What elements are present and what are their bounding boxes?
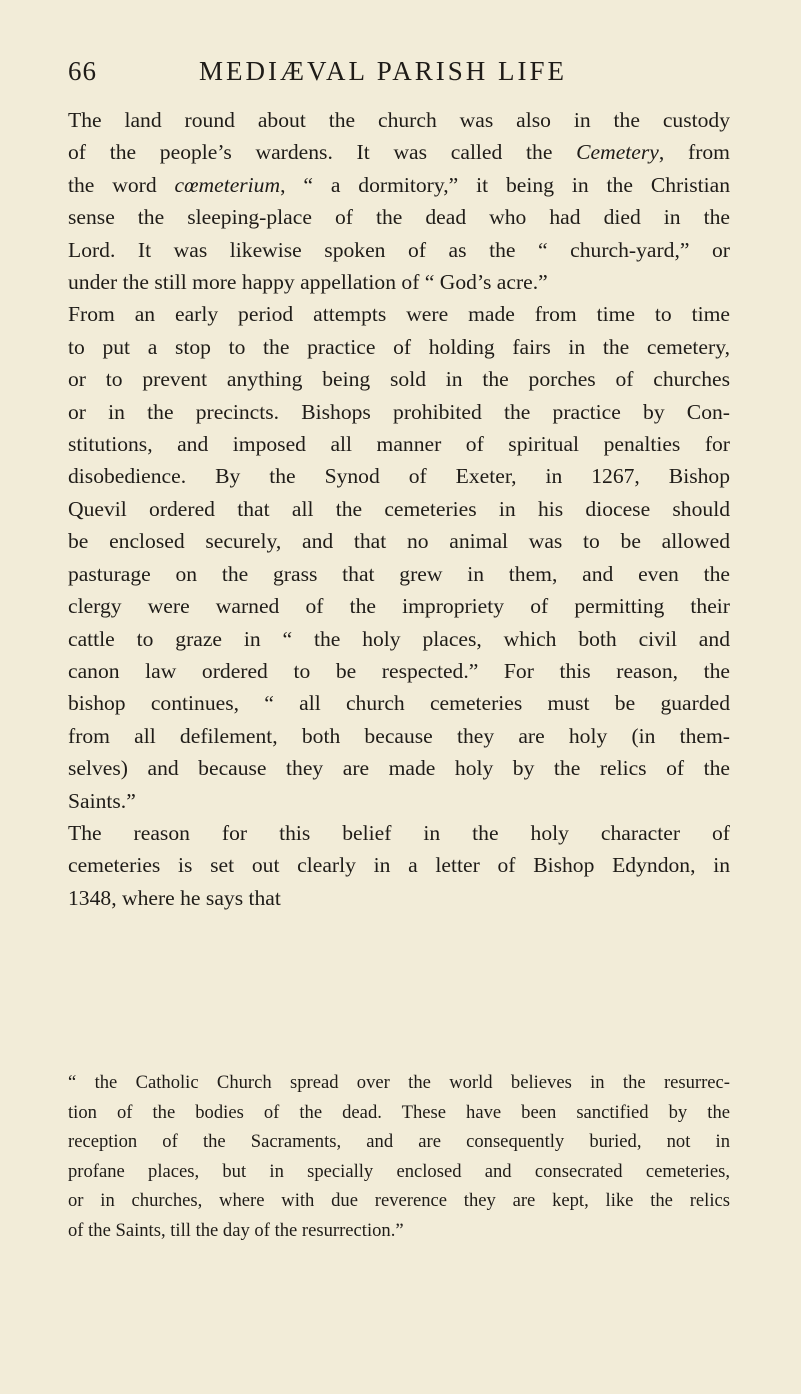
text-line: clergy were warned of the impropriety of permitting their — [68, 594, 730, 619]
text-line: from all defilement, both because they are holy (in them- — [68, 723, 730, 748]
text-line: 1348, where he says that — [68, 885, 281, 910]
quote-line: of the Saints, till the day of the resurrection.” — [68, 1219, 404, 1241]
quote-line: reception of the Sacraments, and are consequently buried, not in — [68, 1131, 730, 1153]
quote-line: tion of the bodies of the dead. These have been sanctified by the — [68, 1101, 730, 1123]
block-quote — [68, 1068, 730, 1246]
text-line: the word cœmeterium, “ a dormitory,” it being in the Christian — [68, 172, 730, 197]
text-line: or in the precincts. Bishops prohibited the practice by Con- — [68, 399, 730, 424]
text-line: Quevil ordered that all the cemeteries in his diocese should — [68, 496, 730, 521]
text-line: under the still more happy appellation of “ God’s acre.” — [68, 270, 548, 295]
text-line: cattle to graze in “ the holy places, which both civil and — [68, 626, 730, 651]
page-header — [68, 56, 728, 96]
text-line: pasturage on the grass that grew in them, and even the — [68, 561, 730, 586]
quote-line: or in churches, where with due reverence they are kept, like the relics — [68, 1190, 730, 1212]
text-line: be enclosed securely, and that no animal was to be allowed — [68, 529, 730, 554]
paragraph-2 — [68, 817, 730, 914]
text-line: or to prevent anything being sold in the porches of churches — [68, 367, 730, 392]
text-line: bishop continues, “ all church cemeteries must be guarded — [68, 691, 730, 716]
text-line: to put a stop to the practice of holding fairs in the cemetery, — [68, 334, 730, 359]
text-line: The land round about the church was also in the custody — [68, 108, 730, 132]
text-line: Lord. It was likewise spoken of as the “ church-yard,” or — [68, 237, 730, 262]
text-line: From an early period attempts were made from time to time — [68, 302, 730, 327]
text-line: selves) and because they are made holy by the relics of the — [68, 756, 730, 781]
running-head: MEDIÆVAL PARISH LIFE — [199, 56, 568, 86]
main-text — [68, 104, 730, 914]
quote-line: profane places, but in specially enclosed and consecrated cemeteries, — [68, 1160, 730, 1182]
text-line: of the people’s wardens. It was called the Cemetery, from — [68, 140, 730, 165]
text-line: cemeteries is set out clearly in a letter of Bishop Edyndon, in — [68, 853, 730, 878]
text-line: sense the sleeping-place of the dead who had died in the — [68, 205, 730, 230]
text-line: disobedience. By the Synod of Exeter, in 1267, Bishop — [68, 464, 730, 489]
paragraph-1 — [68, 104, 730, 817]
text-line: Saints.” — [68, 788, 136, 813]
text-line: canon law ordered to be respected.” For this reason, the — [68, 658, 730, 683]
text-line: stitutions, and imposed all manner of spiritual penalties for — [68, 432, 730, 457]
text-line: The reason for this belief in the holy character of — [68, 820, 730, 845]
page-number: 66 — [68, 56, 97, 86]
quote-line: “ the Catholic Church spread over the world believes in the resurrec- — [68, 1072, 730, 1093]
